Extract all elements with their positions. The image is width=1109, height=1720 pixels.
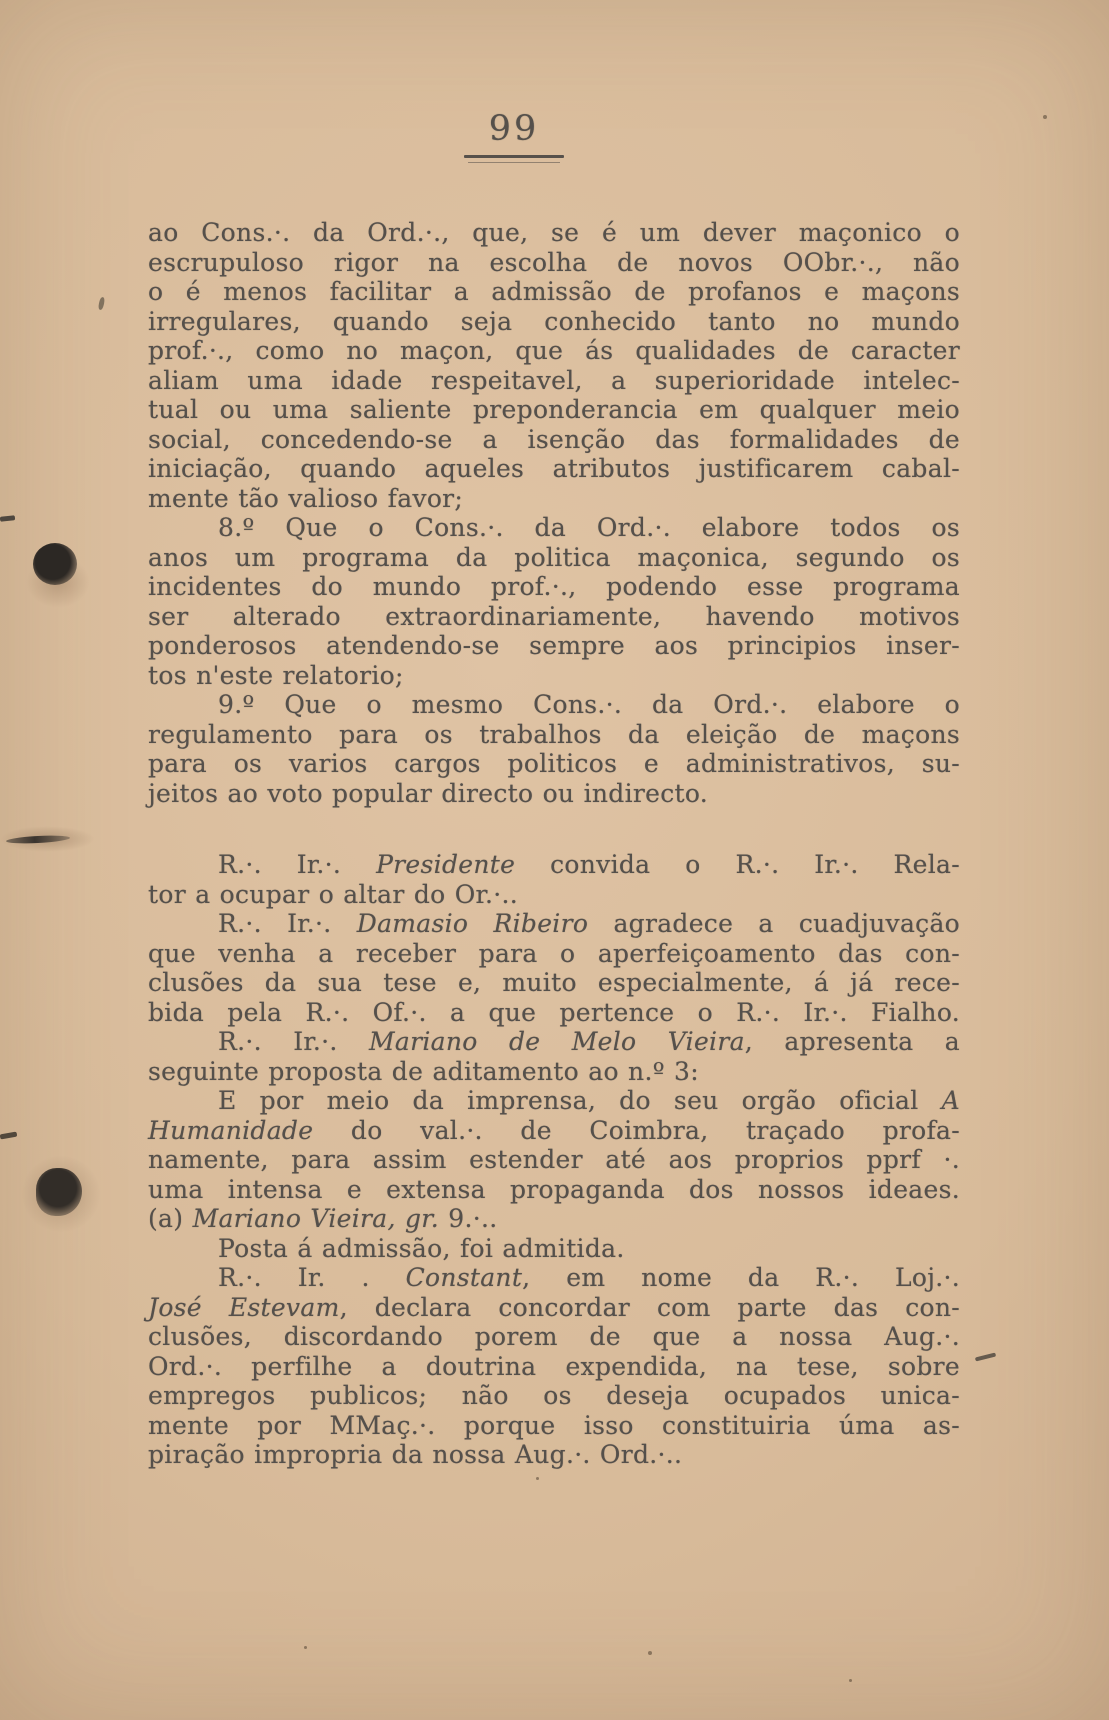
text-line <box>148 1145 960 1175</box>
text-segment: empregos publicos; não os deseja ocupados unica- <box>148 1381 960 1410</box>
text-segment: uma intensa e extensa propaganda dos nossos ideaes. <box>148 1174 960 1204</box>
text-line <box>148 1086 960 1116</box>
page-number: 99 <box>488 109 540 149</box>
margin-tilde-mark <box>975 1353 996 1362</box>
text-segment: , em nome da R.·. Loj.·. <box>522 1263 960 1292</box>
text-line <box>148 1116 960 1146</box>
text-line <box>148 484 960 514</box>
text-line <box>148 277 960 307</box>
text-line <box>148 1234 960 1264</box>
italic-text-segment: Humanidade <box>148 1115 314 1145</box>
text-line <box>148 1440 960 1470</box>
header-rule-thin <box>468 162 560 163</box>
text-segment: convida o R.·. Ir.·. Rela- <box>515 850 960 879</box>
ink-blot <box>36 1168 82 1216</box>
text-line <box>148 1204 960 1234</box>
text-line <box>148 1322 960 1352</box>
text-line <box>148 1352 960 1382</box>
text-segment: que venha a receber para o aperfeiçoamento das con- <box>148 938 960 968</box>
text-segment: social, concedendo-se a isenção das formalidades de <box>148 424 960 454</box>
text-segment: (a) <box>148 1204 193 1233</box>
text-line <box>148 513 960 543</box>
header-rule-thick <box>464 155 564 158</box>
italic-text-segment: Mariano Vieira, gr. <box>192 1204 440 1233</box>
text-line <box>148 880 960 910</box>
ink-blot <box>33 543 77 585</box>
text-segment: para os varios cargos politicos e administrativos, su- <box>148 749 960 778</box>
text-segment: jeitos ao voto popular directo ou indirecto. <box>148 778 709 808</box>
text-segment: irregulares, quando seja conhecido tanto no mundo <box>148 306 960 336</box>
text-segment: ser alterado extraordinariamente, havendo motivos <box>148 601 960 631</box>
text-segment: clusões da sua tese e, muito especialmente, á já rece- <box>148 968 960 997</box>
text-line <box>148 1057 960 1087</box>
text-segment: 9.º Que o mesmo Cons.·. da Ord.·. elabore o <box>218 690 960 719</box>
text-line <box>148 690 960 720</box>
text-segment: prof.·., como no maçon, que ás qualidades de caracter <box>148 336 960 365</box>
text-segment: mente tão valioso favor; <box>148 483 464 513</box>
ink-smudge-halo <box>0 826 95 852</box>
text-line <box>148 1027 960 1057</box>
text-segment: o é menos facilitar a admissão de profanos e maçons <box>148 277 960 306</box>
text-segment: R.·. Ir. . <box>218 1263 406 1292</box>
text-segment: tor a ocupar o altar do Or.·.. <box>148 879 519 909</box>
ink-blot-halo <box>22 1156 100 1232</box>
text-line <box>148 248 960 278</box>
text-line <box>148 779 960 809</box>
text-line <box>148 572 960 602</box>
text-segment: anos um programa da politica maçonica, segundo os <box>148 542 960 572</box>
text-line <box>148 543 960 573</box>
italic-text-segment: Mariano de Melo Vieira <box>369 1027 745 1056</box>
text-segment: 8.º Que o Cons.·. da Ord.·. elabore todos os <box>218 513 960 542</box>
ink-smudge <box>6 834 70 844</box>
text-segment: piração impropria da nossa Aug.·. Ord.·.. <box>148 1440 683 1469</box>
text-line <box>148 366 960 396</box>
text-segment: clusões, discordando porem de que a nossa Aug.·. <box>148 1322 960 1351</box>
text-line <box>148 661 960 691</box>
paper-speck <box>1043 115 1047 119</box>
text-line <box>148 720 960 750</box>
text-line <box>148 1263 960 1293</box>
text-line <box>148 968 960 998</box>
text-line <box>148 602 960 632</box>
paper-speck <box>849 1679 852 1682</box>
text-line <box>148 425 960 455</box>
margin-speck <box>98 297 106 311</box>
italic-text-segment: Damasio Ribeiro <box>356 909 589 938</box>
text-segment: tos n'este relatorio; <box>148 660 404 690</box>
italic-text-segment: A <box>941 1086 960 1115</box>
text-segment: Ord.·. perfilhe a doutrina expendida, na tese, sobre <box>148 1351 960 1381</box>
text-segment: ponderosos atendendo-se sempre aos principios inser- <box>148 631 960 660</box>
text-segment: aliam uma idade respeitavel, a superioridade intelec- <box>148 365 960 395</box>
text-line <box>148 307 960 337</box>
paper-speck <box>536 1477 539 1480</box>
text-segment: tual ou uma saliente preponderancia em qualquer meio <box>148 395 960 424</box>
text-line <box>148 1175 960 1205</box>
text-line <box>148 939 960 969</box>
text-segment: incidentes do mundo prof.·., podendo esse programa <box>148 572 960 601</box>
italic-text-segment: José Estevam <box>148 1292 340 1322</box>
text-line <box>148 336 960 366</box>
text-line <box>148 850 960 880</box>
page-header <box>464 109 564 163</box>
text-segment: seguinte proposta de aditamento ao n.º 3: <box>148 1056 699 1086</box>
margin-dash <box>0 515 15 522</box>
text-line <box>148 749 960 779</box>
text-line <box>148 998 960 1028</box>
text-segment: agradece a cuadjuvação <box>588 909 961 938</box>
text-segment: , declara concordar com parte das con- <box>339 1292 960 1322</box>
text-segment: Posta á admissão, foi admitida. <box>218 1233 625 1263</box>
text-segment: mente por MMaç.·. porque isso constituiria úma as- <box>148 1410 960 1440</box>
text-segment: escrupuloso rigor na escolha de novos OObr.·., não <box>148 247 960 277</box>
text-segment: regulamento para os trabalhos da eleição de maçons <box>148 719 960 749</box>
text-segment: bida pela R.·. Of.·. a que pertence o R.·. Ir.·. Fialho. <box>148 997 960 1027</box>
ink-blot-halo <box>26 556 90 608</box>
text-segment: 9.·.. <box>439 1204 498 1233</box>
paper-speck <box>304 1646 307 1649</box>
text-line <box>148 1411 960 1441</box>
text-segment: R.·. Ir.·. <box>218 909 357 938</box>
text-line <box>148 1381 960 1411</box>
text-segment: R.·. Ir.·. <box>218 1027 370 1056</box>
text-block <box>148 218 960 1470</box>
text-line <box>148 909 960 939</box>
text-segment: ao Cons.·. da Ord.·., que, se é um dever maçonico o <box>148 218 960 247</box>
text-line <box>148 395 960 425</box>
text-segment: E por meio da imprensa, do seu orgão oficial <box>218 1086 942 1115</box>
margin-dash <box>0 1132 17 1140</box>
paper-speck <box>648 1651 652 1655</box>
text-line <box>148 218 960 248</box>
italic-text-segment: Constant <box>405 1263 523 1292</box>
text-segment: do val.·. de Coimbra, traçado profa- <box>313 1115 960 1145</box>
text-segment: namente, para assim estender até aos proprios pprf ·. <box>148 1145 960 1174</box>
italic-text-segment: Presidente <box>376 850 516 879</box>
text-line <box>148 631 960 661</box>
text-segment: R.·. Ir.·. <box>218 850 377 879</box>
text-segment: iniciação, quando aqueles atributos justificarem cabal- <box>148 454 960 483</box>
text-line <box>148 1293 960 1323</box>
text-segment: , apresenta a <box>744 1027 960 1056</box>
text-line <box>148 454 960 484</box>
